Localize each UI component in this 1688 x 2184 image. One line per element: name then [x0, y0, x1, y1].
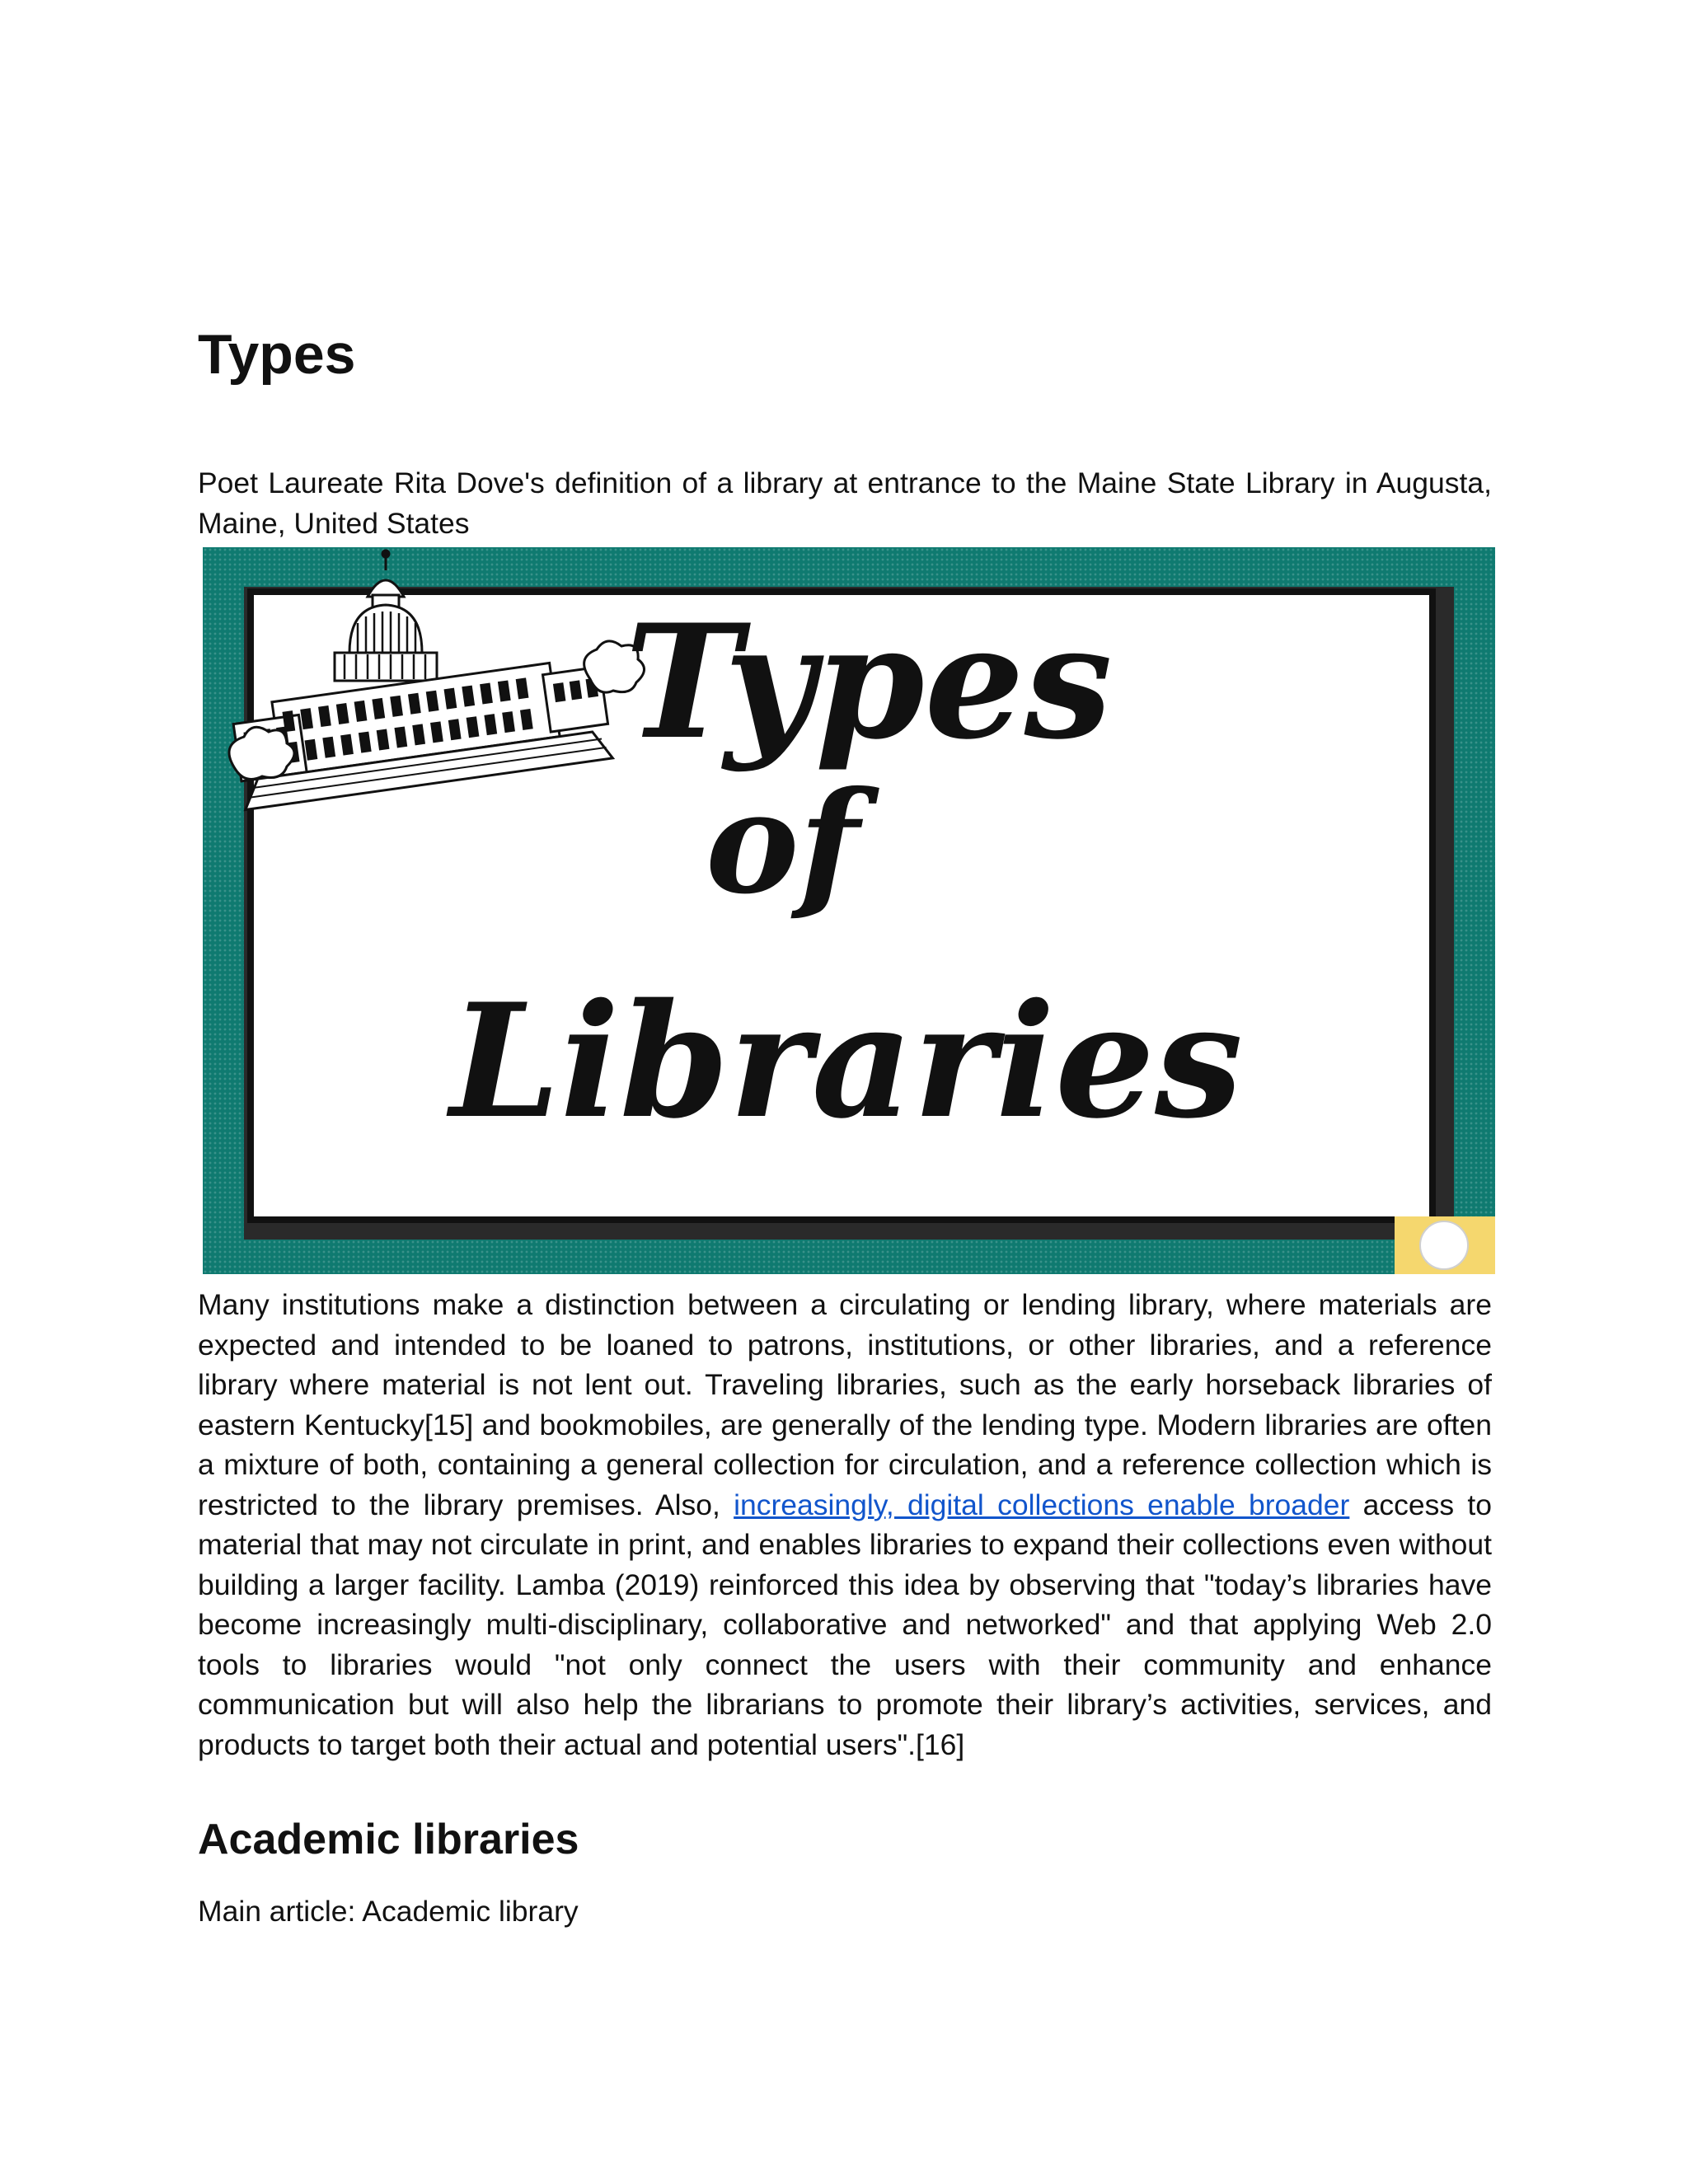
- capitol-building-icon: [229, 551, 645, 810]
- body-paragraph: [198, 1285, 1492, 1765]
- main-article-note: Main article: Academic library: [198, 1895, 579, 1928]
- seal-logo-icon: [1419, 1221, 1469, 1270]
- banner-artwork: [203, 547, 1495, 1274]
- body-text-part1: Many institutions make a distinction between a circulating or lending library, where materials are expected and intended to be loaned to patrons, institutions, or other libraries, and a reference library where material is not lent out. Traveling libraries, such as the early horseback libraries of eastern Kentucky[15] and bookmobiles, are generally of the lending type. Modern libraries are often a mixture of both, containing a general collection for circulation, and a reference collection which is restricted to the library premises. Also,: [198, 1288, 1492, 1521]
- banner-title-line3: Libraries: [450, 969, 1243, 1153]
- types-of-libraries-banner: [203, 547, 1495, 1274]
- section-heading-academic-libraries: Academic libraries: [198, 1816, 579, 1863]
- banner-title-line2: of: [706, 761, 860, 926]
- section-heading-types: Types: [198, 323, 356, 386]
- banner-title-line1: Types: [625, 590, 1113, 774]
- figure-caption: Poet Laureate Rita Dove's definition of a library at entrance to the Maine State Library in Augusta, Maine, United States: [198, 466, 1492, 540]
- treasure-of-knowledge-seal: [1395, 1216, 1495, 1274]
- digital-collections-link[interactable]: increasingly, digital collections enable broader: [734, 1488, 1350, 1521]
- body-text-part2: access to material that may not circulate in print, and enables libraries to expand their collections even without building a larger facility. Lamba (2019) reinforced this idea by observing that "today’s libraries have become increasingly multi-disciplinary, collaborative and networked" and that applying Web 2.0 tools to libraries would "not only connect the users with their community and enhance communication but will also help the librarians to promote their library’s activities, services, and products to target both their actual and potential users".[16]: [198, 1488, 1492, 1761]
